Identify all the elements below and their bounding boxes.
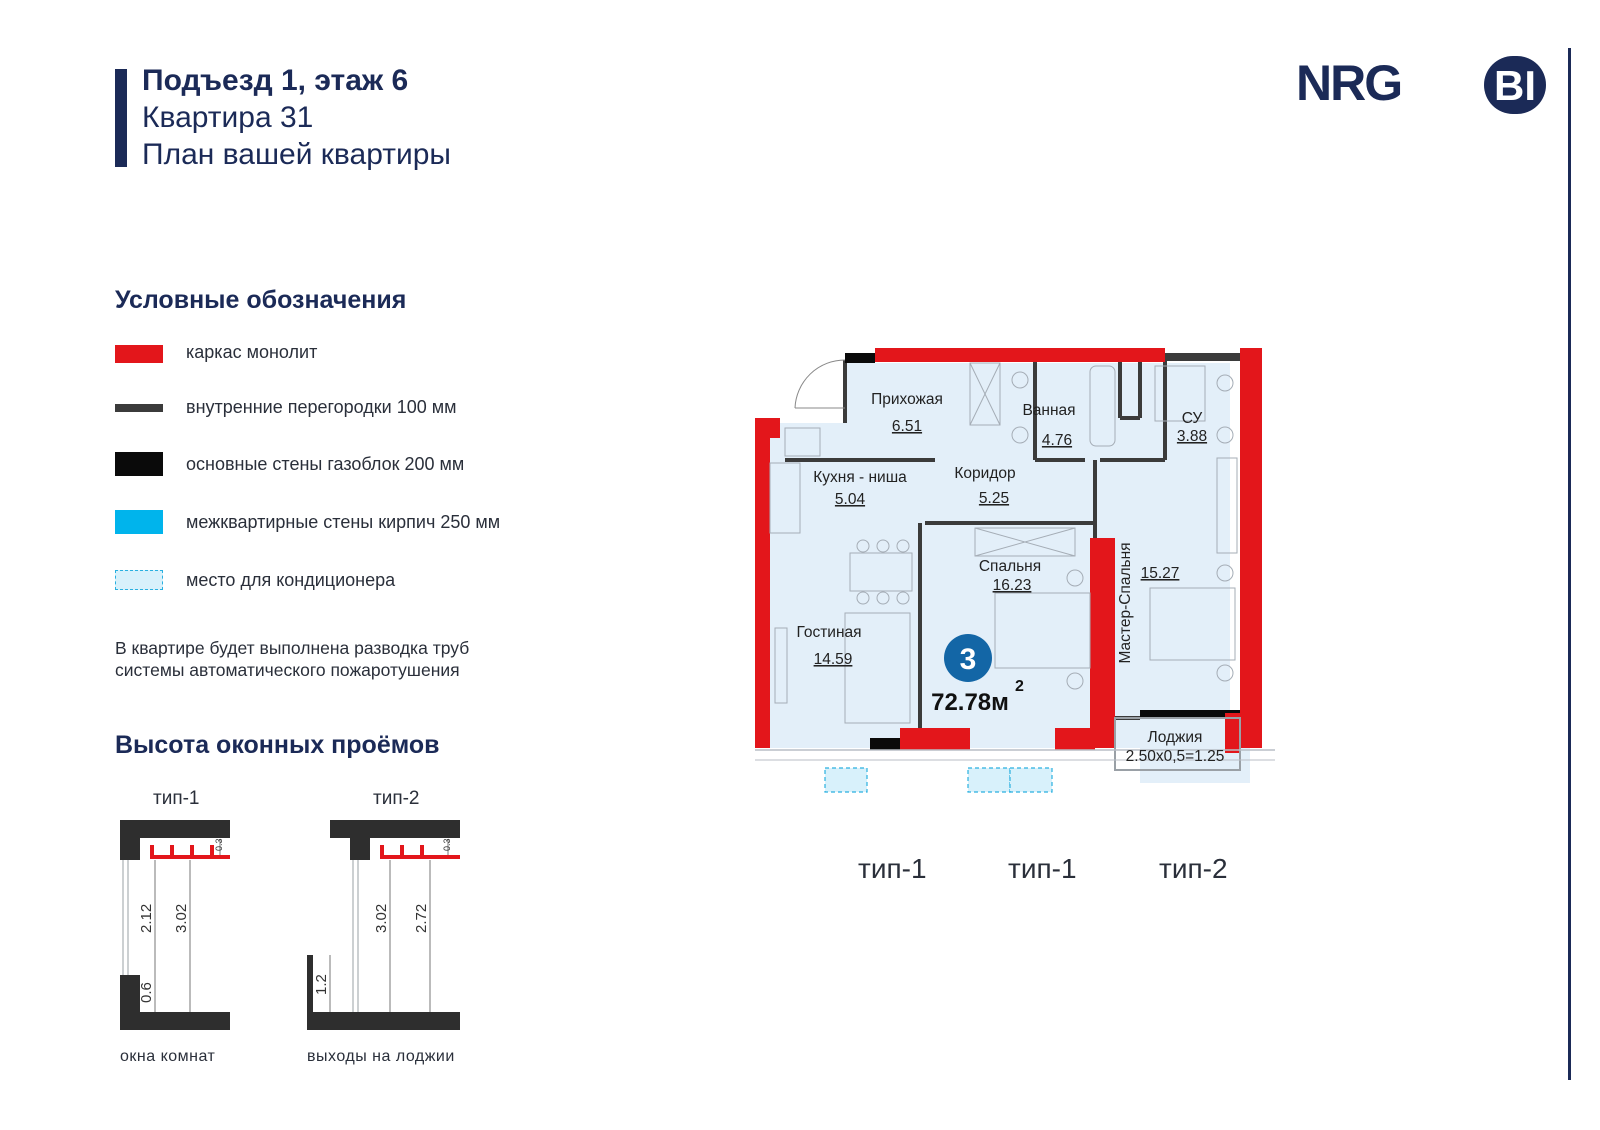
plan-window-type-1: тип-1 — [858, 853, 927, 884]
legend-label-ac: место для кондиционера — [186, 570, 396, 590]
rooms-count: 3 — [959, 643, 977, 676]
type2-dim-total: 3.02 — [373, 903, 390, 933]
window-type1-diagram — [115, 815, 235, 1035]
room-name-bedroom: Спальня — [978, 558, 1042, 575]
room-name-kitchen: Кухня - ниша — [813, 469, 907, 486]
legend-swatch-gasblock — [115, 452, 163, 476]
room-name-master-bedroom: Мастер-Спальня — [1117, 542, 1134, 664]
room-area-master-bedroom: 15.27 — [1140, 565, 1180, 582]
legend-title: Условные обозначения — [115, 286, 407, 314]
type1-dim-top: 0.3 — [214, 838, 224, 851]
window-type1-label: тип-1 — [153, 788, 200, 809]
window-type1-caption: окна комнат — [120, 1048, 216, 1065]
total-area-unit-sup: 2 — [1015, 678, 1024, 695]
window-heights-title: Высота оконных проёмов — [115, 731, 440, 759]
room-name-loggia: Лоджия — [1147, 729, 1203, 746]
room-name-wc: СУ — [1181, 410, 1203, 427]
header-accent-bar — [115, 69, 127, 167]
plan-window-type-3: тип-2 — [1159, 853, 1228, 884]
room-area-hallway: 6.51 — [891, 418, 923, 435]
room-area-bathroom: 4.76 — [1041, 432, 1073, 449]
room-area-kitchen: 5.04 — [834, 491, 866, 508]
room-area-bedroom: 16.23 — [992, 577, 1032, 594]
type2-dim-sill: 1.2 — [313, 974, 330, 995]
page-title-entrance-floor: Подъезд 1, этаж 6 — [142, 64, 409, 97]
type1-dim-window: 2.12 — [138, 903, 155, 933]
room-area-loggia: 2.50x0,5=1.25 — [1125, 748, 1225, 765]
legend-swatch-partitions — [115, 404, 163, 412]
window-type2-diagram — [305, 815, 465, 1035]
nrg-bi-logo — [1296, 54, 1548, 116]
page-subtitle-apartment: Квартира 31 — [142, 101, 314, 134]
floor-plan — [755, 348, 1295, 818]
room-name-hallway: Прихожая — [871, 391, 943, 408]
note-line-1: В квартире будет выполнена разводка труб — [115, 638, 470, 658]
logo-text-bi: BI — [1494, 62, 1536, 109]
page-subtitle-plan: План вашей квартиры — [142, 138, 451, 171]
room-area-corridor: 5.25 — [978, 490, 1010, 507]
logo-text-nrg: NRG — [1296, 55, 1402, 111]
room-area-wc: 3.88 — [1176, 428, 1208, 445]
legend-swatch-ac — [115, 570, 163, 590]
legend-label-partitions: внутренние перегородки 100 мм — [186, 397, 457, 417]
window-type2-label: тип-2 — [373, 788, 420, 809]
window-type2-caption: выходы на лоджии — [307, 1048, 455, 1065]
type1-dim-sill: 0.6 — [138, 982, 155, 1003]
type1-dim-total: 3.02 — [173, 903, 190, 933]
room-name-bathroom: Ванная — [1022, 402, 1076, 419]
legend-label-monolith: каркас монолит — [186, 342, 318, 362]
legend-label-brick: межквартирные стены кирпич 250 мм — [186, 512, 501, 532]
room-area-living: 14.59 — [813, 651, 853, 668]
plan-window-type-2: тип-1 — [1008, 853, 1077, 884]
legend-swatch-monolith — [115, 345, 163, 363]
type2-dim-opening: 2.72 — [413, 903, 430, 933]
total-area: 72.78м — [931, 689, 1009, 716]
room-name-living: Гостиная — [796, 624, 862, 641]
type2-dim-top: 0.3 — [442, 838, 452, 851]
right-divider — [1568, 48, 1571, 1080]
note-line-2: системы автоматического пожаротушения — [115, 660, 460, 680]
room-name-corridor: Коридор — [954, 465, 1016, 482]
legend-label-gasblock: основные стены газоблок 200 мм — [186, 454, 465, 474]
legend-swatch-brick — [115, 510, 163, 534]
